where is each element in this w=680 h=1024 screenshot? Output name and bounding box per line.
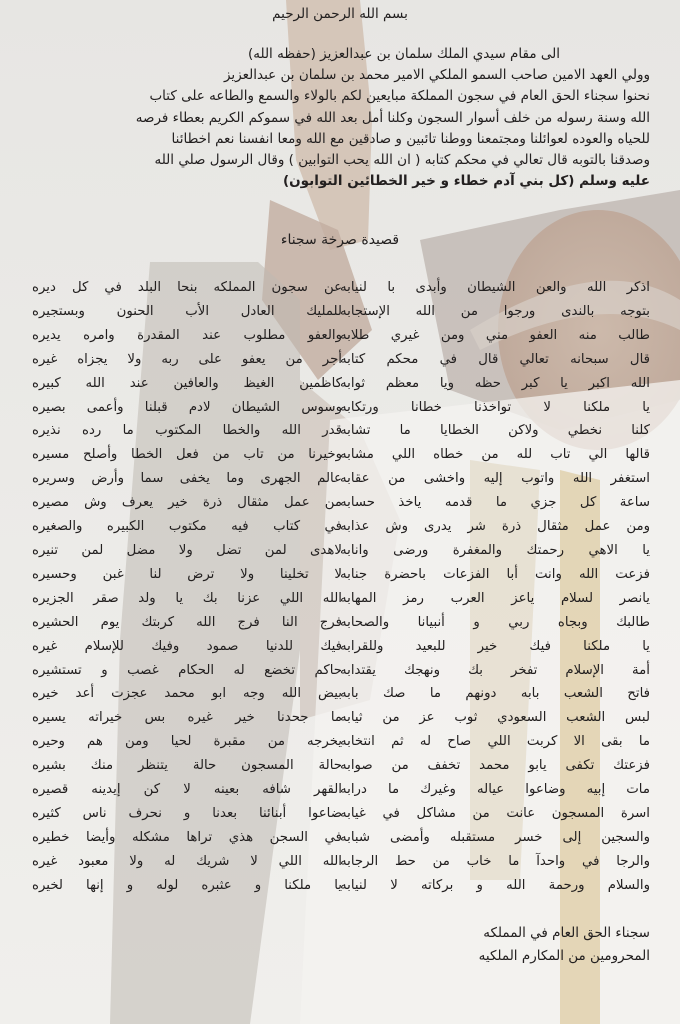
poem-verse: يانصر لسلام ياعز العرب رمز المهابه bbox=[340, 590, 650, 606]
poem-verse: عن سجون المملكه بنحا البلد في كل ديره bbox=[32, 280, 342, 295]
poem-verse: فيك للدنيا صمود وفيك للإسلام غيره bbox=[32, 638, 342, 654]
poem-verse: لاهدى لمن تضل ولا مضل لمن تنيره bbox=[32, 542, 342, 558]
poem-verse: قالها الي تاب لله من خطاه اللي مشابه bbox=[340, 447, 650, 463]
intro-line: الى مقام سيدي الملك سلمان بن عبدالعزيز (حفظه الله) bbox=[247, 46, 560, 62]
signature-line: سجناء الحق العام في المملكه bbox=[483, 925, 650, 941]
poem-verse: لا تخلينا ولا ترض لنا غبن وحسيره bbox=[32, 566, 342, 582]
signature-block bbox=[479, 922, 650, 968]
poem-verse: وسوس الشيطان لادم قبلنا وأعمى بصيره bbox=[32, 399, 342, 415]
poem-verse: والسجين إلى خسر مستقبله وأمضى شبابه bbox=[340, 829, 650, 845]
poem-verse: اذكر الله والعن الشيطان وأبدى با لنيابه bbox=[340, 280, 650, 295]
poem-title: قصيدة صرخة سجناء bbox=[280, 232, 400, 248]
intro-line: للحياه والعوده لعوائلنا ومجتمعنا ووطنا تائبين و صادقين مع الله ومعا انفسنا نعم اخطائنا bbox=[171, 130, 650, 147]
poem-verse: للمليك العادل الأب الحنون وبستجيره bbox=[32, 303, 342, 319]
poem-verse: فزعتك تكفى يابو محمد تخفف من صوابه bbox=[340, 758, 650, 774]
poem-verse: يا ملكنا فيك خير للبعيد وللقرابه bbox=[340, 638, 650, 654]
intro-line: عليه وسلم (كل بني آدم خطاء و خير الخطائين التوابون) bbox=[282, 173, 650, 190]
poem-verse: بتوجه بالندى ورجوا من الله الإستجابه bbox=[340, 303, 650, 319]
poem-verse: قدر الله والخطا المكتوب ما رده نذيره bbox=[32, 423, 342, 439]
poem-verse: يخرجه من مقبرة لحيا ومن هم وحيره bbox=[32, 734, 342, 750]
poem-verse: فرج النا فرج الله كربتك يوم الحشيره bbox=[32, 614, 342, 630]
poem-verse: أمة الإسلام تفخر بك ونهجك يقتدابه bbox=[340, 662, 650, 678]
poem-verse: طالب منه العفو مني ومن غيري طلابه bbox=[340, 327, 650, 343]
poem-verse: أجر من يعفو على ربه ولا يجزاه غيره bbox=[32, 351, 342, 367]
intro-line: نحنوا سجناء الحق العام في سجون المملكة مبايعين لكم بالولاء والسمع والطاعه على كتاب bbox=[149, 88, 650, 105]
poem-verse: والعفو مطلوب عند المقدرة وامره يديره bbox=[32, 327, 342, 343]
poem-right-column bbox=[340, 276, 650, 898]
poem-verse: والرجا في واحدآ ما خاب من حط الرجابه bbox=[340, 853, 650, 869]
poem-verse: ومن عمل مثقال ذرة شر يدرى وش عذابه bbox=[340, 519, 650, 535]
poem-verse: حالة المسجون حالة يتنظر منك بشيره bbox=[32, 758, 342, 774]
poem-verse: الله اكبر يا كبر حظه ويا معظم ثوابه bbox=[340, 375, 650, 391]
poem-verse: يا الاهي رحمتك والمغفرة ورضى وانابه bbox=[340, 542, 650, 558]
poem-left-column bbox=[32, 276, 342, 898]
poem-verse: ما بقى الا كربت اللي صاح له ثم انتخابه bbox=[340, 734, 650, 750]
poem-verse: الله اللي عزنا بك يا ولد صقر الجزيره bbox=[32, 590, 342, 606]
basmala-heading: بسم الله الرحمن الرحيم bbox=[272, 6, 408, 22]
poem-verse: في كتاب فيه مكتوب الكبيره والصغيره bbox=[32, 519, 342, 535]
intro-line: الله وسنة رسوله من خلف أسوار السجون وكلنا أمل بعد الله في سموكم الكريم بعطاء فرصه bbox=[135, 109, 650, 126]
intro-line: وولي العهد الامين صاحب السمو الملكي الامير محمد بن سلمان بن عبدالعزيز bbox=[223, 67, 650, 84]
poem-verse: ضاعوا أبنائنا بعدنا و نحرف ناس كثيره bbox=[32, 805, 342, 821]
poem-verse: يا ملكنا و عثبره لوله و إنها لخيره bbox=[32, 877, 342, 893]
poem-verse: وخيرنا من تاب من فعل الخطا وأصلح مسيره bbox=[32, 447, 342, 463]
poem-verse: حاكم تخضع له الحكام غصب و تستشيره bbox=[32, 662, 342, 678]
poem-verse: مات إبيه وضاعوا عياله وغيرك ما درابه bbox=[340, 782, 650, 798]
poem-verse: بيض الله وجه ابو محمد عجزت أعد خيره bbox=[32, 686, 342, 702]
poem-verse: فزعت الله وانت أبا الفزعات باحضرة جنابه bbox=[340, 566, 650, 582]
intro-line: وصدقنا بالتوبه قال تعالي في محكم كتابه ( ان الله يحب التوابين ) وقال الرسول صلي الله bbox=[154, 152, 650, 169]
signature-line: المحرومين من المكارم الملكيه bbox=[478, 948, 650, 964]
poem-verse: القهر شافه بعينه لا كن إيدينه قصيره bbox=[32, 782, 342, 798]
poem-verse: عالم الجهرى وما يخفى سما وأرض وسريره bbox=[32, 471, 342, 487]
poem-verse: اسرة المسجون عانت من مشاكل في غيابه bbox=[340, 805, 650, 821]
poem-verse: الله اللي لا شريك له ولا معبود غيره bbox=[32, 853, 342, 869]
poem-verse: من عمل مثقال ذرة خير يعرف وش مصيره bbox=[32, 495, 342, 511]
poem-verse: والسلام ورحمة الله و بركاته لا لنيابه bbox=[340, 877, 650, 893]
poem-verse: في السجن هذي تراها مشكله وأيضا خطيره bbox=[32, 829, 342, 845]
poem-verse: ما جحدنا خير غيره بس خيراته يسيره bbox=[32, 710, 342, 726]
poem-verse: ساعة كل جزي ما قدمه ياخذ حسابه bbox=[340, 495, 650, 511]
poem-verse: يا ملكنا لا تواخذنا خطانا ورتكابه bbox=[340, 399, 650, 415]
poem-verse: كلنا نخطي ولاكن الخطايا ما تشابه bbox=[340, 423, 650, 439]
poem-verse: لبس الشعب السعودي ثوب عز من ثيابه bbox=[340, 710, 650, 726]
poem-verse: كاظمين الغيظ والعافين عند الله كبيره bbox=[32, 375, 342, 391]
poem-verse: فاتح الشعب بابه دونهم ما صك بابه bbox=[340, 686, 650, 702]
poem-verse: استغفر الله واتوب إليه واخشى من عقابه bbox=[340, 471, 650, 487]
poem-verse: قال سبحانه تعالي قال في محكم كتابه bbox=[340, 351, 650, 367]
poem-verse: طالبك وبجاه ربي و أنبيانا والصحابه bbox=[340, 614, 650, 630]
intro-paragraph bbox=[30, 44, 650, 192]
